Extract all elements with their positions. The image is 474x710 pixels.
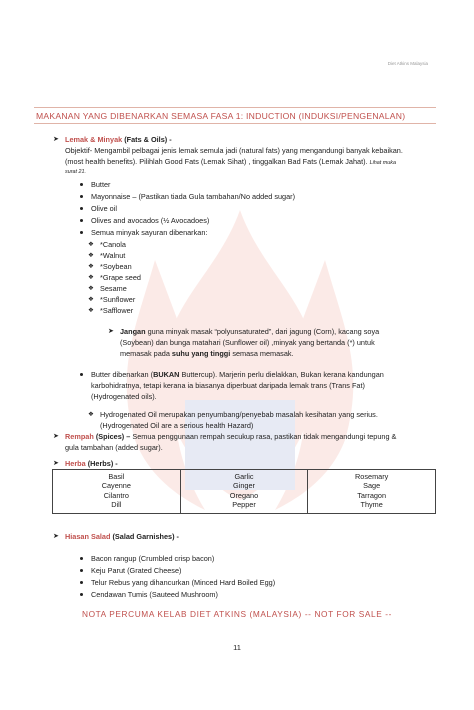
lemak-item: Butter bbox=[91, 180, 111, 189]
herb-item: Rosemary bbox=[355, 472, 389, 481]
lemak-desc-1: Objektif- Mengambil pelbagai jenis lemak semula jadi (natural fats) yang mengandungi banyak kebaikan. bbox=[65, 146, 403, 155]
jangan-line-3a: memasak pada bbox=[120, 349, 172, 358]
herb-item: Tarragon bbox=[357, 490, 387, 500]
diamond-bullet-icon: ❖ bbox=[88, 296, 94, 303]
herb-item: Garlic bbox=[234, 472, 254, 481]
lemak-item: Olives and avocados (½ Avocadoes) bbox=[91, 216, 210, 225]
diamond-bullet-icon: ❖ bbox=[88, 252, 94, 259]
bullet-dot-icon bbox=[80, 569, 83, 572]
diamond-bullet-icon: ❖ bbox=[88, 411, 94, 418]
arrow-bullet-icon: ➤ bbox=[108, 328, 114, 335]
butter-line-1b: BUKAN bbox=[153, 370, 180, 379]
hydro-line-1: Hydrogenated Oil merupakan penyumbang/penyebab masalah kesihatan yang serius. bbox=[100, 410, 378, 419]
herb-item: Thyme bbox=[360, 500, 383, 510]
bullet-dot-icon bbox=[80, 373, 83, 376]
lemak-item: Semua minyak sayuran dibenarkan: bbox=[91, 228, 208, 237]
diamond-bullet-icon: ❖ bbox=[88, 274, 94, 281]
page-number: 11 bbox=[233, 643, 241, 652]
arrow-bullet-icon: ➤ bbox=[53, 460, 59, 467]
jangan-line-1-text: guna minyak masak “polyunsaturated”, dari jagung (Corn), kacang soya bbox=[145, 327, 380, 336]
bullet-dot-icon bbox=[80, 593, 83, 596]
herb-cell bbox=[308, 470, 436, 514]
jangan-bold: Jangan bbox=[120, 327, 146, 336]
herb-item: Ginger bbox=[233, 481, 255, 491]
arrow-bullet-icon: ➤ bbox=[53, 533, 59, 540]
lemak-heading bbox=[65, 135, 172, 144]
oil-item: *Safflower bbox=[100, 306, 134, 315]
section-title: MAKANAN YANG DIBENARKAN SEMASA FASA 1: INDUCTION (INDUKSI/PENGENALAN) bbox=[34, 107, 436, 124]
herb-item: Cayenne bbox=[101, 481, 131, 491]
rempah-title-red: Rempah bbox=[65, 432, 94, 441]
header-note: Diet Atkins Malaysia bbox=[387, 61, 428, 66]
lemak-desc-2-text: (most health benefits). Pilihlah Good Fats (Lemak Sihat) , tinggalkan Bad Fats (Lemak Jahat). bbox=[65, 157, 368, 166]
herb-item: Pepper bbox=[232, 500, 256, 510]
lemak-title-red: Lemak & Minyak bbox=[65, 135, 123, 144]
arrow-bullet-icon: ➤ bbox=[53, 136, 59, 143]
lemak-desc-3: surat 21. bbox=[65, 169, 86, 175]
salad-title-red: Hiasan Salad bbox=[65, 532, 111, 541]
lemak-item: Olive oil bbox=[91, 204, 117, 213]
salad-item: Telur Rebus yang dihancurkan (Minced Hard Boiled Egg) bbox=[91, 578, 276, 587]
rempah-line-1-text: Semua penggunaan rempah secukup rasa, pastikan tidak mengandungi tepung & bbox=[130, 432, 397, 441]
herb-item: Sage bbox=[363, 481, 381, 491]
bullet-dot-icon bbox=[80, 557, 83, 560]
lemak-item: Mayonnaise – (Pastikan tiada Gula tambahan/No added sugar) bbox=[91, 192, 296, 201]
table-row bbox=[53, 470, 436, 514]
herba-heading bbox=[65, 459, 118, 468]
lemak-desc-2 bbox=[65, 157, 396, 168]
lemak-title-rest: (Fats & Oils) - bbox=[122, 135, 172, 144]
salad-item: Keju Parut (Grated Cheese) bbox=[91, 566, 182, 575]
bullet-dot-icon bbox=[80, 183, 83, 186]
arrow-bullet-icon: ➤ bbox=[53, 433, 59, 440]
herba-title-red: Herba bbox=[65, 459, 86, 468]
butter-line-1 bbox=[91, 370, 384, 379]
hydro-line-2: (Hydrogenated Oil are a serious health Hazard) bbox=[100, 421, 254, 430]
butter-line-2: karbohidratnya, tetapi kerana ia biasanya diperbuat daripada lemak trans (Trans Fat) bbox=[91, 381, 365, 390]
salad-title-rest: (Salad Garnishes) - bbox=[110, 532, 179, 541]
oil-item: *Canola bbox=[100, 240, 126, 249]
butter-line-1a: Butter dibenarkan ( bbox=[91, 370, 154, 379]
diamond-bullet-icon: ❖ bbox=[88, 263, 94, 270]
herb-cell bbox=[53, 470, 181, 514]
jangan-line-2: (Soybean) dan bunga matahari (Sunflower oil) ,minyak yang bertanda (*) untuk bbox=[120, 338, 375, 347]
jangan-line-3 bbox=[120, 349, 294, 358]
jangan-line-3c: semasa memasak. bbox=[230, 349, 294, 358]
diamond-bullet-icon: ❖ bbox=[88, 307, 94, 314]
oil-item: Sesame bbox=[100, 284, 127, 293]
bullet-dot-icon bbox=[80, 195, 83, 198]
rempah-line-1 bbox=[65, 432, 396, 441]
salad-item: Cendawan Tumis (Sauteed Mushroom) bbox=[91, 590, 218, 599]
oil-item: *Walnut bbox=[100, 251, 126, 260]
rempah-title-rest: (Spices) – bbox=[93, 432, 131, 441]
herb-item: Basil bbox=[108, 472, 125, 481]
herba-title-rest: (Herbs) - bbox=[85, 459, 118, 468]
oil-item: *Grape seed bbox=[100, 273, 141, 282]
jangan-line-3b: suhu yang tinggi bbox=[171, 349, 231, 358]
rempah-line-2: gula tambahan (added sugar). bbox=[65, 443, 163, 452]
jangan-line-1 bbox=[120, 327, 379, 336]
diamond-bullet-icon: ❖ bbox=[88, 285, 94, 292]
herb-item: Cilantro bbox=[103, 490, 129, 500]
footer-note: NOTA PERCUMA KELAB DIET ATKINS (MALAYSIA) -- NOT FOR SALE -- bbox=[81, 609, 392, 619]
bullet-dot-icon bbox=[80, 219, 83, 222]
butter-line-3: (Hydrogenated oils). bbox=[91, 392, 157, 401]
salad-item: Bacon rangup (Crumbled crisp bacon) bbox=[91, 554, 215, 563]
butter-line-1c: Buttercup). Marjerin perlu dielakkan, Bukan kerana kandungan bbox=[179, 370, 384, 379]
herb-item: Dill bbox=[111, 500, 122, 510]
herb-table bbox=[52, 469, 436, 514]
bullet-dot-icon bbox=[80, 231, 83, 234]
oil-item: *Soybean bbox=[100, 262, 132, 271]
bullet-dot-icon bbox=[80, 207, 83, 210]
lemak-desc-ref: Lihat muka bbox=[369, 160, 396, 166]
oil-item: *Sunflower bbox=[100, 295, 136, 304]
herb-item: Oregano bbox=[229, 490, 259, 500]
salad-heading bbox=[65, 532, 179, 541]
bullet-dot-icon bbox=[80, 581, 83, 584]
diamond-bullet-icon: ❖ bbox=[88, 241, 94, 248]
herb-cell bbox=[180, 470, 308, 514]
